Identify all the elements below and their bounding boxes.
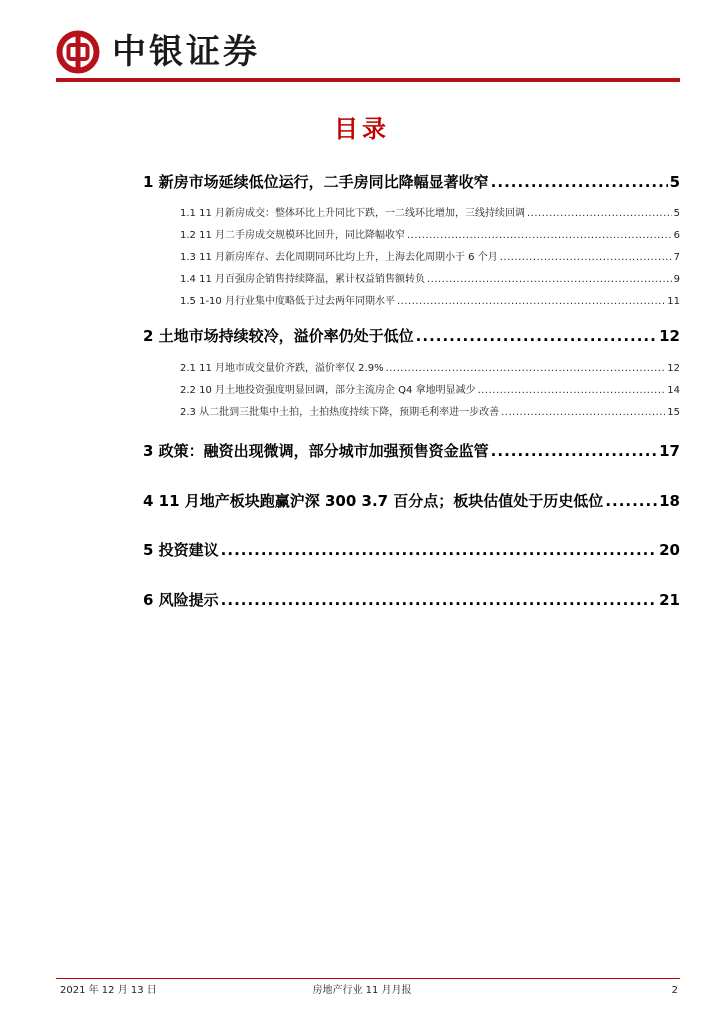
dot-leader <box>221 590 657 610</box>
toc-subsection-1-3[interactable] <box>180 251 680 265</box>
report-date: 2021 年 12 月 13 日 <box>60 985 157 996</box>
toc-page-number: 14 <box>667 385 680 396</box>
toc-section-label: 4 11 月地产板块跑赢沪深 300 3.7 百分点；板块估值处于历史低位 <box>143 492 604 510</box>
toc-subsection-label: 1.2 11 月二手房成交规模环比回升，同比降幅收窄 <box>180 230 405 241</box>
dot-leader <box>386 362 666 376</box>
toc-subsection-label: 1.5 1-10 月行业集中度略低于过去两年同期水平 <box>180 296 395 307</box>
toc-section-3[interactable] <box>143 441 680 461</box>
toc-section-label: 6 风险提示 <box>143 591 219 609</box>
dot-leader <box>221 540 657 560</box>
toc-subsection-2-2[interactable] <box>180 384 680 398</box>
toc-subsection-label: 2.3 从二批到三批集中土拍，土拍热度持续下降，预期毛利率进一步改善 <box>180 407 500 418</box>
toc-page-number: 18 <box>659 492 680 510</box>
header-divider <box>56 78 680 82</box>
dot-leader <box>427 273 672 287</box>
toc-page-number: 5 <box>669 173 680 191</box>
page-number: 2 <box>671 985 678 996</box>
dot-leader <box>397 295 665 309</box>
dot-leader <box>416 326 657 346</box>
toc-subsection-label: 2.1 11 月地市成交量价齐跌，溢价率仅 2.9% <box>180 363 384 374</box>
dot-leader <box>478 384 666 398</box>
toc-page-number: 9 <box>673 274 680 285</box>
toc-subsection-1-5[interactable] <box>180 295 680 309</box>
toc-section-label: 3 政策：融资出现微调，部分城市加强预售资金监管 <box>143 442 489 460</box>
toc-page-number: 12 <box>659 327 680 345</box>
toc-subsection-label: 1.4 11 月百强房企销售持续降温，累计权益销售额转负 <box>180 274 425 285</box>
toc-page-number: 15 <box>667 407 680 418</box>
toc-subsection-2-3[interactable] <box>180 406 680 420</box>
toc-page-number: 17 <box>659 442 680 460</box>
toc-page-number: 6 <box>673 230 680 241</box>
brand-name: 中银证券 <box>112 32 260 72</box>
toc-section-4[interactable] <box>143 491 680 511</box>
bank-of-china-logo-icon <box>56 30 100 74</box>
toc-subsection-1-1[interactable] <box>180 207 680 221</box>
toc-section-1[interactable] <box>143 172 680 192</box>
toc-subsection-label: 1.3 11 月新房库存、去化周期同环比均上升，上海去化周期小于 6 个月 <box>180 252 498 263</box>
dot-leader <box>501 406 665 420</box>
toc-page-number: 11 <box>667 296 680 307</box>
dot-leader <box>527 207 672 221</box>
page-header <box>56 30 260 74</box>
toc-page-number: 7 <box>673 252 680 263</box>
toc-section-label: 2 土地市场持续较冷，溢价率仍处于低位 <box>143 327 414 345</box>
toc-page-number: 5 <box>673 208 680 219</box>
dot-leader <box>500 251 672 265</box>
report-name: 房地产行业 11 月月报 <box>312 985 412 996</box>
dot-leader <box>407 229 672 243</box>
toc-section-2[interactable] <box>143 326 680 346</box>
toc-section-label: 5 投资建议 <box>143 541 219 559</box>
toc-subsection-1-2[interactable] <box>180 229 680 243</box>
toc-title: 目录 <box>334 115 390 143</box>
dot-leader <box>605 491 657 511</box>
toc-subsection-label: 2.2 10 月土地投资强度明显回调，部分主流房企 Q4 拿地明显减少 <box>180 385 476 396</box>
toc-section-label: 1 新房市场延续低位运行，二手房同比降幅显著收窄 <box>143 173 489 191</box>
toc-page-number: 21 <box>659 591 680 609</box>
toc-subsection-1-4[interactable] <box>180 273 680 287</box>
toc-subsection-2-1[interactable] <box>180 362 680 376</box>
dot-leader <box>491 172 668 192</box>
dot-leader <box>491 441 657 461</box>
footer-divider <box>56 978 680 979</box>
toc-page-number: 12 <box>667 363 680 374</box>
toc-page-number: 20 <box>659 541 680 559</box>
toc-section-5[interactable] <box>143 540 680 560</box>
toc-subsection-label: 1.1 11 月新房成交：整体环比上升同比下跌，一二线环比增加，三线持续回调 <box>180 208 525 219</box>
toc-section-6[interactable] <box>143 590 680 610</box>
